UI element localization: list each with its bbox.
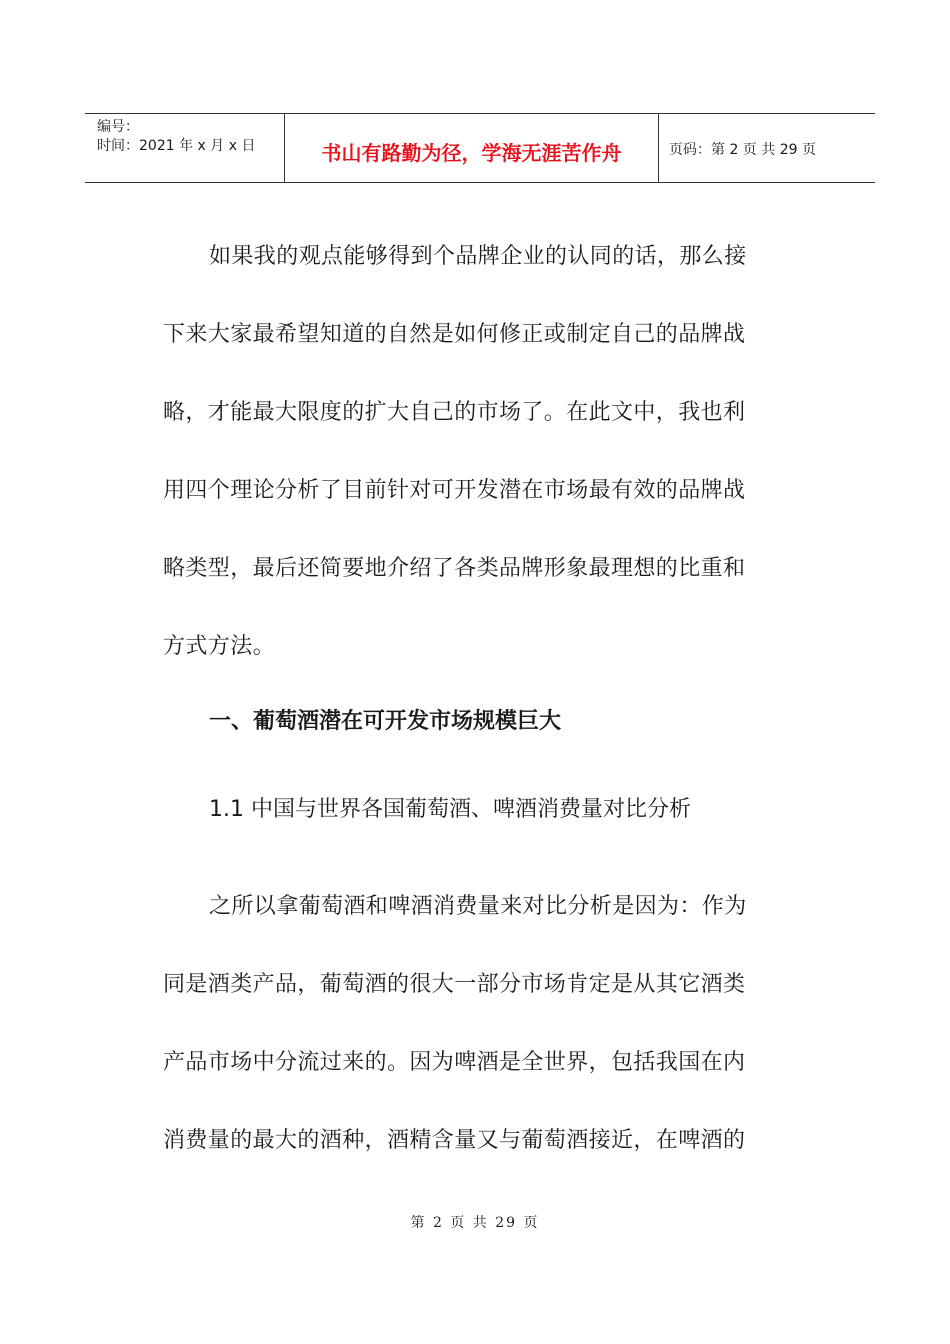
section-heading: 一、葡萄酒潜在可开发市场规模巨大 — [209, 709, 562, 734]
body-text-2 — [163, 868, 788, 1180]
subsection-heading — [209, 792, 691, 823]
paragraph-line: 如果我的观点能够得到个品牌企业的认同的话，那么接 — [209, 244, 747, 269]
paragraph-line: 下来大家最希望知道的自然是如何修正或制定自己的品牌战 — [163, 322, 746, 347]
paragraph-line: 略，才能最大限度的扩大自己的市场了。在此文中，我也利 — [163, 400, 746, 425]
document-header — [85, 113, 875, 183]
paragraph-line: 产品市场中分流过来的。因为啤酒是全世界，包括我国在内 — [163, 1050, 746, 1075]
paragraph-line: 略类型，最后还简要地介绍了各类品牌形象最理想的比重和 — [163, 556, 746, 581]
header-page-cell — [659, 114, 875, 182]
body-text — [163, 218, 788, 686]
paragraph-line: 消费量的最大的酒种，酒精含量又与葡萄酒接近，在啤酒的 — [163, 1128, 746, 1153]
paragraph-intro — [163, 218, 788, 686]
time-label: 时间：2021 年 x 月 x 日 — [97, 138, 256, 154]
number-label: 编号： — [97, 119, 139, 135]
paragraph-comparison — [163, 868, 788, 1180]
subsection-title: 中国与世界各国葡萄酒、啤酒消费量对比分析 — [251, 797, 692, 822]
header-meta-cell — [85, 114, 285, 182]
page-info: 页码：第 2 页 共 29 页 — [669, 142, 816, 158]
footer-page-number: 第 2 页 共 29 页 — [410, 1215, 540, 1231]
motto-text: 书山有路勤为径，学海无涯苦作舟 — [321, 140, 622, 165]
paragraph-line: 方式方法。 — [163, 634, 276, 659]
subsection-number: 1.1 — [209, 797, 244, 822]
paragraph-line: 同是酒类产品，葡萄酒的很大一部分市场肯定是从其它酒类 — [163, 972, 746, 997]
header-motto-cell — [285, 114, 659, 182]
paragraph-line: 之所以拿葡萄酒和啤酒消费量来对比分析是因为：作为 — [209, 894, 747, 919]
page-footer — [0, 1212, 950, 1232]
paragraph-line: 用四个理论分析了目前针对可开发潜在市场最有效的品牌战 — [163, 478, 746, 503]
